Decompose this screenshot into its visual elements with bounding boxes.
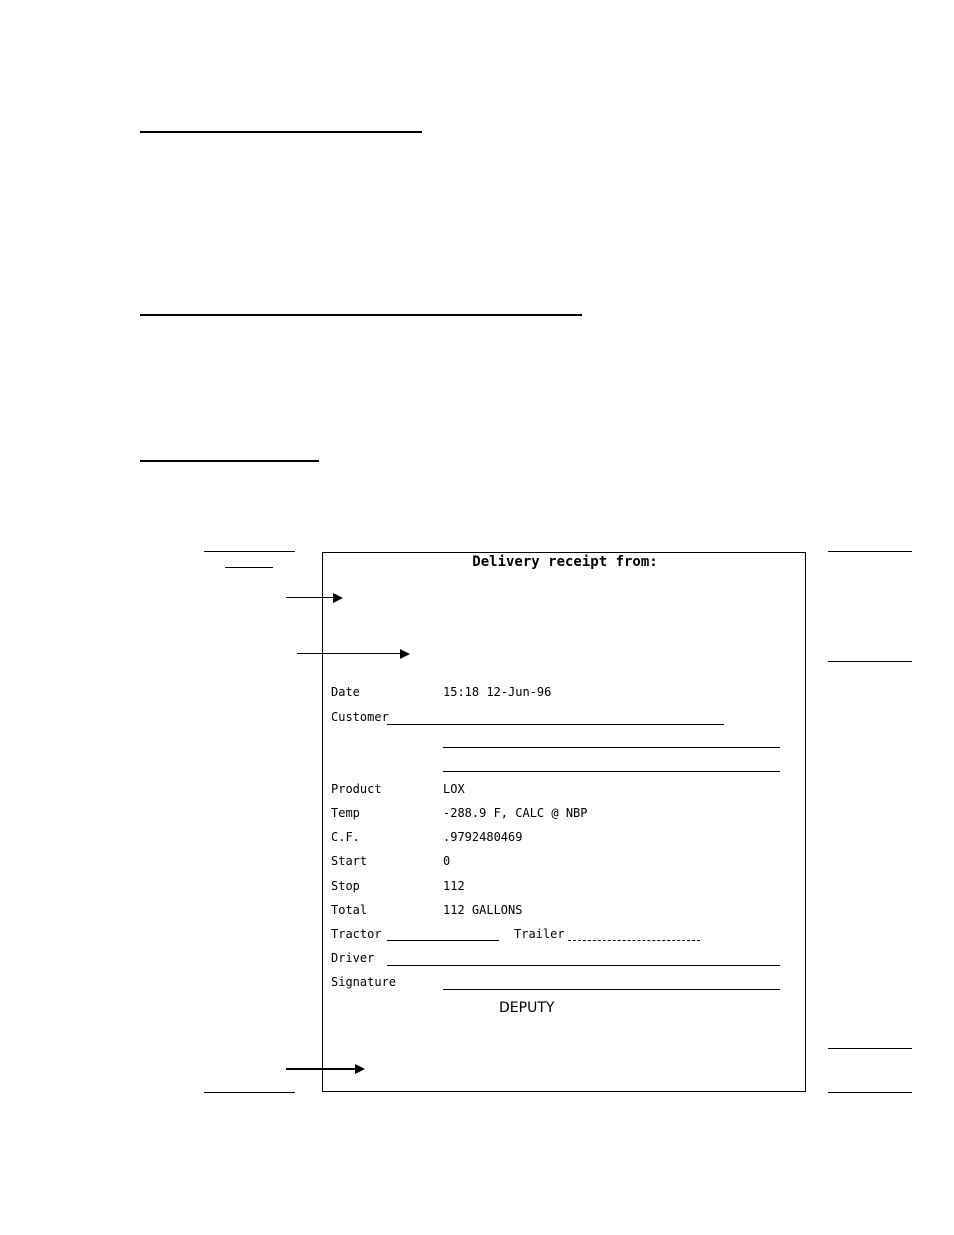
delivery-receipt [322, 552, 806, 1092]
section-underline-2 [140, 314, 582, 316]
right-margin-line-3 [828, 1048, 912, 1049]
date-label: Date [331, 685, 360, 699]
temp-value: -288.9 F, CALC @ NBP [443, 806, 588, 820]
trailer-line [568, 940, 700, 941]
total-value: 112 GALLONS [443, 903, 523, 917]
tractor-line [387, 940, 499, 941]
temp-label: Temp [331, 806, 360, 820]
right-margin-line-4 [828, 1092, 912, 1093]
customer-line-3 [443, 771, 780, 772]
date-value: 15:18 12-Jun-96 [443, 685, 552, 699]
signature-label: Signature [331, 975, 397, 989]
start-label: Start [331, 854, 368, 868]
total-label: Total [331, 903, 368, 917]
customer-label: Customer [331, 710, 389, 724]
tractor-label: Tractor [331, 927, 382, 941]
customer-line-2 [443, 747, 780, 748]
driver-line [387, 965, 780, 966]
stop-label: Stop [331, 879, 360, 893]
left-margin-line-short [225, 567, 273, 568]
cf-value: .9792480469 [443, 830, 523, 844]
deputy-text: DEPUTY [499, 1000, 555, 1016]
driver-label: Driver [331, 951, 375, 965]
right-margin-line-1 [828, 551, 912, 552]
stop-value: 112 [443, 879, 465, 893]
signature-line [443, 989, 780, 990]
trailer-label: Trailer [514, 927, 565, 941]
section-underline-1 [140, 131, 422, 133]
start-value: 0 [443, 854, 451, 868]
left-margin-line-top [204, 551, 295, 552]
left-margin-line-bottom [204, 1092, 295, 1093]
customer-line [387, 724, 724, 725]
section-underline-3 [140, 460, 319, 462]
cf-label: C.F. [331, 830, 360, 844]
product-label: Product [331, 782, 382, 796]
right-margin-line-2 [828, 661, 912, 662]
product-value: LOX [443, 782, 465, 796]
receipt-title: Delivery receipt from: [472, 554, 658, 570]
